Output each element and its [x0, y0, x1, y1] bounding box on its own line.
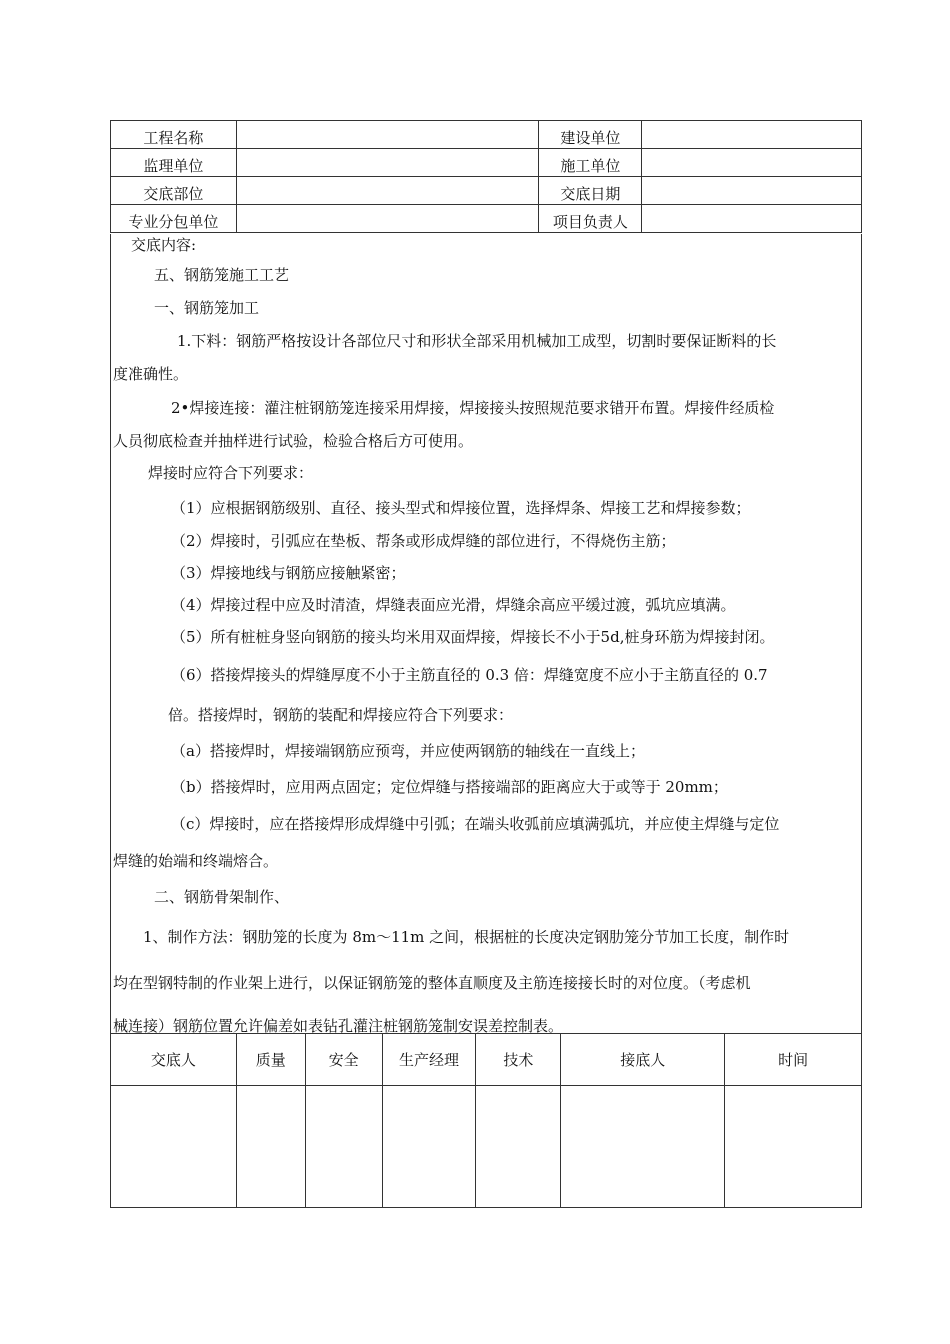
table-row — [111, 1034, 862, 1086]
production-manager-header: 生产经理 — [382, 1034, 476, 1086]
handover-person-cell[interactable] — [111, 1086, 237, 1208]
subsection-title: 一、钢筋笼加工 — [154, 299, 260, 317]
requirement-item: （c）焊接时，应在搭接焊形成焊缝中引弧；在端头收弧前应填满弧坑，并应使主焊缝与定位 — [171, 815, 780, 833]
project-info-table — [110, 120, 862, 233]
table-row — [111, 1086, 862, 1208]
handover-location-label: 交底部位 — [111, 177, 237, 205]
requirement-item: （4）焊接过程中应及时清渣，焊缝表面应光滑，焊缝余高应平缓过渡，弧坑应填满。 — [171, 596, 736, 614]
construction-unit-value[interactable] — [642, 121, 862, 149]
requirement-item: （5）所有桩桩身竖向钢筋的接头均米用双面焊接，焊接长不小于5d,桩身环筋为焊接封闭。 — [171, 628, 775, 646]
handover-content — [110, 234, 862, 1034]
content-intro: 交底内容: — [131, 236, 197, 254]
supervision-unit-label: 监理单位 — [111, 149, 237, 177]
requirement-item: （1）应根据钢筋级别、直径、接头型式和焊接位置，选择焊条、焊接工艺和焊接参数； — [171, 499, 751, 517]
requirement-item: （3）焊接地线与钢筋应接触紧密； — [171, 564, 406, 582]
table-row — [111, 121, 862, 149]
paragraph-line: 1.下料：钢筋严格按设计各部位尺寸和形状全部采用机械加工成型，切割时要保证断料的长 — [177, 332, 777, 350]
paragraph-line: 人员彻底检查并抽样进行试验，检验合格后方可使用。 — [113, 432, 474, 450]
technical-cell[interactable] — [476, 1086, 561, 1208]
construction-unit-label: 建设单位 — [539, 121, 642, 149]
project-name-value[interactable] — [236, 121, 539, 149]
subcontractor-label: 专业分包单位 — [111, 205, 237, 233]
table-row — [111, 177, 862, 205]
table-row — [111, 149, 862, 177]
paragraph-line: 度准确性。 — [113, 365, 189, 383]
contractor-unit-label: 施工单位 — [539, 149, 642, 177]
requirement-item: （b）搭接焊时，应用两点固定；定位焊缝与搭接端部的距离应大于或等于 20mm； — [171, 778, 728, 796]
paragraph-line: 1、制作方法：钢肋笼的长度为 8m〜11m 之间，根据桩的长度决定钢肋笼分节加工长度，制作时 — [143, 928, 790, 946]
safety-cell[interactable] — [305, 1086, 382, 1208]
requirement-item: 倍。搭接焊时，钢筋的装配和焊接应符合下列要求： — [168, 706, 514, 724]
handover-location-value[interactable] — [236, 177, 539, 205]
paragraph-line: 2•焊接连接：灌注桩钢筋笼连接采用焊接，焊接接头按照规范要求错开布置。焊接件经质检 — [171, 399, 775, 417]
handover-person-header: 交底人 — [111, 1034, 237, 1086]
section-title: 五、钢筋笼施工工艺 — [154, 266, 290, 284]
time-cell[interactable] — [725, 1086, 862, 1208]
project-manager-value[interactable] — [642, 205, 862, 233]
requirement-item: 焊缝的始端和终端熔合。 — [113, 852, 279, 870]
contractor-unit-value[interactable] — [642, 149, 862, 177]
table-row — [111, 205, 862, 233]
receiver-header: 接底人 — [561, 1034, 725, 1086]
time-header: 时间 — [725, 1034, 862, 1086]
subsection-title: 二、钢筋骨架制作、 — [154, 888, 290, 906]
quality-cell[interactable] — [236, 1086, 305, 1208]
supervision-unit-value[interactable] — [236, 149, 539, 177]
requirements-title: 焊接时应符合下列要求： — [148, 464, 314, 482]
requirement-item: （a）搭接焊时，焊接端钢筋应预弯，并应使两钢筋的轴线在一直线上； — [171, 742, 645, 760]
paragraph-line: 均在型钢特制的作业架上进行，以保证钢筋笼的整体直顺度及主筋连接接长时的对位度。（考虑机 — [113, 974, 751, 992]
requirement-item: （6）搭接焊接头的焊缝厚度不小于主筋直径的 0.3 倍：焊缝宽度不应小于主筋直径的 0.7 — [171, 666, 768, 684]
project-manager-label: 项目负责人 — [539, 205, 642, 233]
technical-header: 技术 — [476, 1034, 561, 1086]
safety-header: 安全 — [305, 1034, 382, 1086]
project-name-label: 工程名称 — [111, 121, 237, 149]
paragraph-line: 械连接）钢筋位置允许偏差如表钻孔灌注桩钢筋笼制安误差控制表。 — [113, 1017, 564, 1035]
production-manager-cell[interactable] — [382, 1086, 476, 1208]
handover-date-value[interactable] — [642, 177, 862, 205]
receiver-cell[interactable] — [561, 1086, 725, 1208]
handover-date-label: 交底日期 — [539, 177, 642, 205]
signature-table — [110, 1033, 862, 1208]
subcontractor-value[interactable] — [236, 205, 539, 233]
quality-header: 质量 — [236, 1034, 305, 1086]
requirement-item: （2）焊接时，引弧应在垫板、帮条或形成焊缝的部位进行，不得烧伤主筋； — [171, 532, 676, 550]
